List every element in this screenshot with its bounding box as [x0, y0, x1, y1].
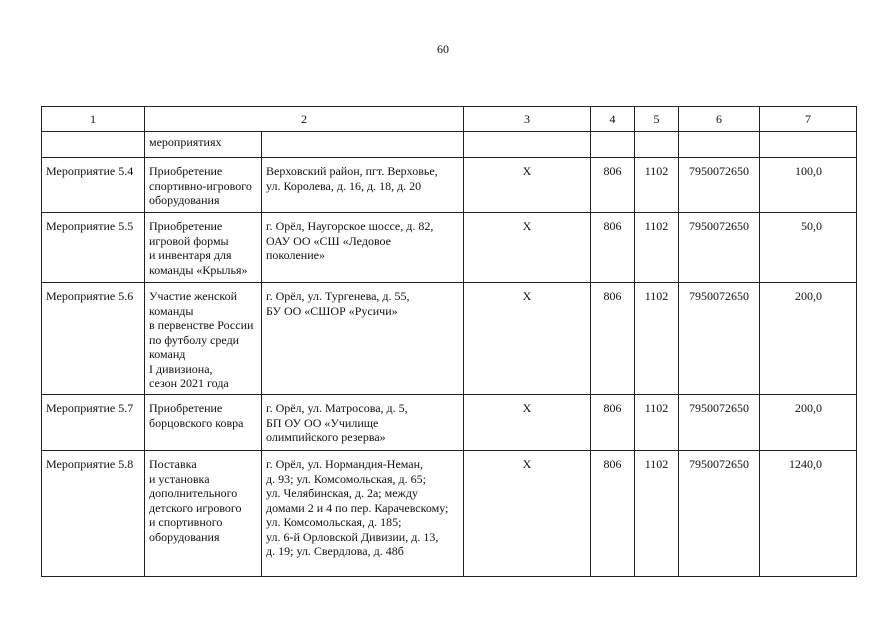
measure-name: Приобретение игровой формы и инвентаря для команды «Крылья» — [145, 213, 262, 283]
measure-address: г. Орёл, Наугорское шоссе, д. 82, ОАУ ОО «СШ «Ледовое поколение» — [262, 213, 464, 283]
continuation-row — [42, 132, 857, 158]
col7-value: 200,0 — [760, 395, 857, 451]
col4-value: 806 — [591, 213, 635, 283]
continuation-cell: мероприятиях — [145, 132, 262, 158]
empty-cell — [635, 132, 679, 158]
col7-value: 50,0 — [760, 213, 857, 283]
col6-value: 7950072650 — [679, 213, 760, 283]
col5-value: 1102 — [635, 213, 679, 283]
measure-name: Приобретение борцовского ковра — [145, 395, 262, 451]
column-header-1: 1 — [42, 107, 145, 132]
table-row — [42, 395, 857, 451]
measure-address: Верховский район, пгт. Верховье, ул. Королева, д. 16, д. 18, д. 20 — [262, 158, 464, 213]
col6-value: 7950072650 — [679, 395, 760, 451]
column-header-4: 4 — [591, 107, 635, 132]
col4-value: 806 — [591, 158, 635, 213]
table-row — [42, 158, 857, 213]
measure-address: г. Орёл, ул. Матросова, д. 5, БП ОУ ОО «Училище олимпийского резерва» — [262, 395, 464, 451]
col4-value: 806 — [591, 395, 635, 451]
col3-value: X — [464, 451, 591, 577]
empty-cell — [760, 132, 857, 158]
col6-value: 7950072650 — [679, 158, 760, 213]
col7-value: 200,0 — [760, 283, 857, 395]
page-number: 60 — [437, 42, 449, 56]
table-row — [42, 283, 857, 395]
col3-value: X — [464, 395, 591, 451]
col5-value: 1102 — [635, 451, 679, 577]
table-row — [42, 213, 857, 283]
col5-value: 1102 — [635, 283, 679, 395]
measure-address: г. Орёл, ул. Нормандия-Неман, д. 93; ул. Комсомольская, д. 65; ул. Челябинская, д. 2а; между домами 2 и 4 по пер. Карачевскому; ул. Комсомольская, д. 185; ул. 6-й Орловской Дивизии, д. 13, д. 19; ул. Свердлова, д. 48б — [262, 451, 464, 577]
empty-cell — [591, 132, 635, 158]
measure-id: Мероприятие 5.4 — [42, 158, 145, 213]
col6-value: 7950072650 — [679, 283, 760, 395]
column-header-5: 5 — [635, 107, 679, 132]
column-header-7: 7 — [760, 107, 857, 132]
empty-cell — [262, 132, 464, 158]
col6-value: 7950072650 — [679, 451, 760, 577]
measure-id: Мероприятие 5.6 — [42, 283, 145, 395]
col4-value: 806 — [591, 283, 635, 395]
measure-name: Поставка и установка дополнительного детского игрового и спортивного оборудования — [145, 451, 262, 577]
col3-value: X — [464, 213, 591, 283]
col5-value: 1102 — [635, 158, 679, 213]
column-header-3: 3 — [464, 107, 591, 132]
column-header-6: 6 — [679, 107, 760, 132]
measure-address: г. Орёл, ул. Тургенева, д. 55, БУ ОО «СШОР «Русичи» — [262, 283, 464, 395]
empty-cell — [679, 132, 760, 158]
empty-cell — [464, 132, 591, 158]
col3-value: X — [464, 283, 591, 395]
col7-value: 1240,0 — [760, 451, 857, 577]
measure-name: Приобретение спортивно-игрового оборудования — [145, 158, 262, 213]
measures-table — [41, 106, 857, 577]
header-row — [42, 107, 857, 132]
measure-id: Мероприятие 5.8 — [42, 451, 145, 577]
column-header-2: 2 — [145, 107, 464, 132]
col4-value: 806 — [591, 451, 635, 577]
table-row — [42, 451, 857, 577]
empty-cell — [42, 132, 145, 158]
measure-id: Мероприятие 5.7 — [42, 395, 145, 451]
col5-value: 1102 — [635, 395, 679, 451]
measure-id: Мероприятие 5.5 — [42, 213, 145, 283]
col7-value: 100,0 — [760, 158, 857, 213]
measure-name: Участие женской команды в первенстве России по футболу среди команд I дивизиона, сезон 2021 года — [145, 283, 262, 395]
col3-value: X — [464, 158, 591, 213]
